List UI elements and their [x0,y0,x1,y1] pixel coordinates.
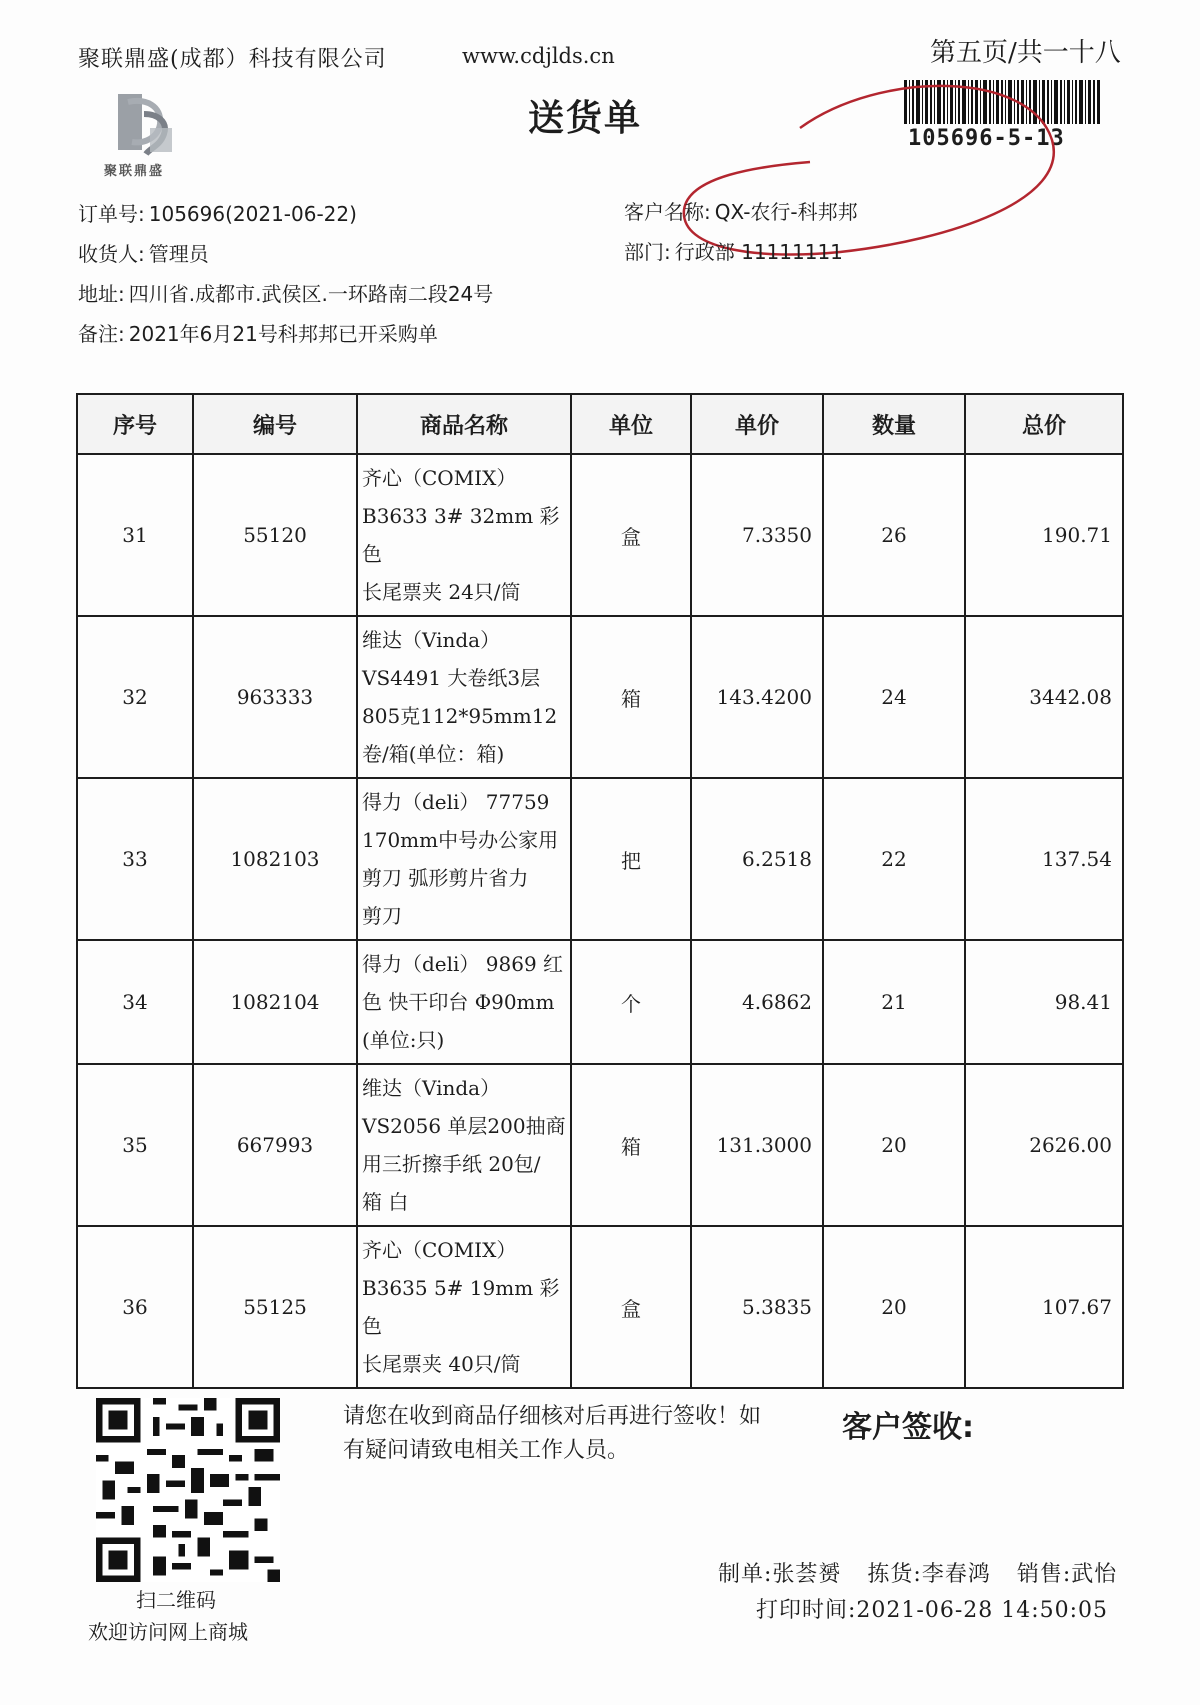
name-line: 剪刀 弧形剪片省力 [362,866,529,890]
department-value: 行政部 11111111 [674,240,843,264]
remark-value: 2021年6月21号科邦邦已开采购单 [128,322,438,346]
order-number: 105696(2021-06-22) [148,202,357,226]
cell-total: 190.71 [965,454,1123,616]
cell-product-name [357,616,571,778]
cell-total: 107.67 [965,1226,1123,1388]
cell-unit: 箱 [571,1064,691,1226]
cell-quantity: 22 [823,778,965,940]
cell-unit-price: 4.6862 [691,940,823,1064]
cell-unit-price: 143.4200 [691,616,823,778]
cell-unit: 个 [571,940,691,1064]
customer-line [624,196,858,225]
customer-signature-label: 客户签收: [842,1410,974,1445]
department-label: 部门: [624,240,671,264]
name-line: 齐心（COMIX） [362,466,517,490]
name-line: 色 快干印台 Φ90mm [362,990,555,1014]
sales: 销售:武怡 [1016,1562,1118,1587]
cell-code: 667993 [193,1064,357,1226]
receipt-notice: 请您在收到商品仔细核对后再进行签收！如有疑问请致电相关工作人员。 [343,1404,762,1463]
cell-seq: 32 [77,616,193,778]
cell-total: 137.54 [965,778,1123,940]
remark-label: 备注: [78,322,125,346]
name-line: B3635 5# 19mm 彩色 [362,1276,560,1338]
table-row [77,1064,1123,1226]
cell-product-name [357,1064,571,1226]
name-line: 齐心（COMIX） [362,1238,517,1262]
logo-wordmark: 聚联鼎盛 [104,164,165,179]
name-line: 维达（Vinda） [362,628,501,652]
cell-unit: 盒 [571,454,691,616]
cell-seq: 36 [77,1226,193,1388]
table-header-row [77,394,1123,454]
staff-line [718,1557,1135,1588]
cell-code: 55125 [193,1226,357,1388]
cell-unit-price: 5.3835 [691,1226,823,1388]
name-line: VS2056 单层200抽商 [362,1114,566,1138]
cell-seq: 35 [77,1064,193,1226]
name-line: B3633 3# 32mm 彩色 [362,504,560,566]
cell-total: 3442.08 [965,616,1123,778]
name-line: 用三折擦手纸 20包/ [362,1152,541,1176]
name-line: 得力（deli） 77759 [362,790,550,814]
name-line: 170mm中号办公家用 [362,828,559,852]
name-line: 得力（deli） 9869 红 [362,952,564,976]
cell-unit: 箱 [571,616,691,778]
company-name: 聚联鼎盛(成都）科技有限公司 [78,47,387,72]
table-row [77,616,1123,778]
remark-line [78,318,438,347]
table-row [77,778,1123,940]
cell-unit-price: 131.3000 [691,1064,823,1226]
name-line: 长尾票夹 24只/筒 [362,580,521,604]
cell-product-name [357,778,571,940]
barcode [904,80,1100,124]
cell-code: 1082104 [193,940,357,1064]
receiver-line [78,238,209,267]
cell-seq: 34 [77,940,193,1064]
cell-seq: 31 [77,454,193,616]
name-line: VS4491 大卷纸3层 [362,666,541,690]
page-indicator: 第五页/共一十八 [930,38,1121,68]
table-row [77,940,1123,1064]
name-line: 卷/箱(单位：箱) [362,742,505,766]
cell-quantity: 20 [823,1226,965,1388]
cell-code: 55120 [193,454,357,616]
company-website: www.cdjlds.cn [462,44,615,68]
cell-unit-price: 7.3350 [691,454,823,616]
cell-total: 98.41 [965,940,1123,1064]
qr-code [96,1398,280,1582]
address-value: 四川省.成都市.武侯区.一环路南二段24号 [128,282,494,306]
header-total: 总价 [965,394,1123,454]
cell-seq: 33 [77,778,193,940]
cell-quantity: 21 [823,940,965,1064]
cell-code: 1082103 [193,778,357,940]
header-quantity: 数量 [823,394,965,454]
order-number-label: 订单号: [78,202,145,226]
picker: 拣货:李春鸿 [867,1562,991,1587]
name-line: (单位:只) [362,1028,445,1052]
cell-product-name [357,940,571,1064]
name-line: 箱 白 [362,1190,409,1214]
cell-unit: 盒 [571,1226,691,1388]
header-product-name: 商品名称 [357,394,571,454]
goods-table [76,393,1124,1389]
cell-code: 963333 [193,616,357,778]
cell-unit-price: 6.2518 [691,778,823,940]
receiver-label: 收货人: [78,242,145,266]
header-unit-price: 单价 [691,394,823,454]
qr-caption-scan: 扫二维码 [136,1588,216,1612]
name-line: 805克112*95mm12 [362,704,558,728]
receiver-value: 管理员 [148,242,209,266]
name-line: 维达（Vinda） [362,1076,501,1100]
cell-quantity: 24 [823,616,965,778]
barcode-number: 105696-5-13 [908,126,1065,151]
table-row [77,1226,1123,1388]
cell-unit: 把 [571,778,691,940]
cell-product-name [357,454,571,616]
header-seq: 序号 [77,394,193,454]
department-line [624,236,843,265]
cell-total: 2626.00 [965,1064,1123,1226]
address-line [78,278,493,307]
maker: 制单:张荟赟 [718,1562,842,1587]
name-line: 长尾票夹 40只/筒 [362,1352,521,1376]
customer-value: QX-农行-科邦邦 [714,200,858,224]
name-line: 剪刀 [362,904,402,928]
header-unit: 单位 [571,394,691,454]
customer-label: 客户名称: [624,200,711,224]
cell-quantity: 20 [823,1064,965,1226]
cell-product-name [357,1226,571,1388]
header-code: 编号 [193,394,357,454]
document-title: 送货单 [528,98,643,139]
order-number-line [78,198,357,227]
cell-quantity: 26 [823,454,965,616]
table-row [77,454,1123,616]
qr-caption-shop: 欢迎访问网上商城 [88,1620,248,1644]
address-label: 地址: [78,282,125,306]
print-time: 打印时间:2021-06-28 14:50:05 [756,1598,1109,1623]
